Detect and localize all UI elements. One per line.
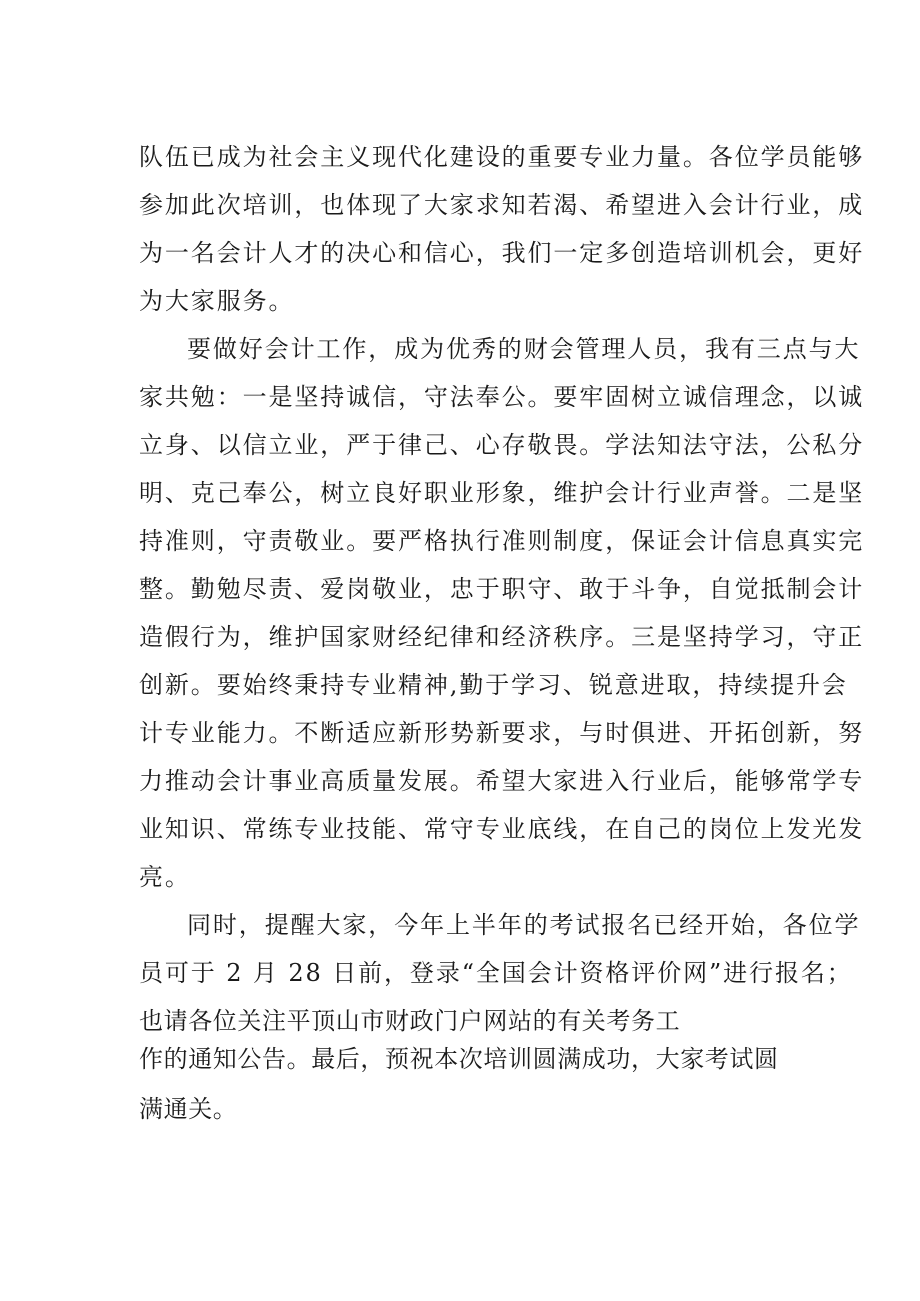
text-line-1: 队伍已成为社会主义现代化建设的重要专业力量。各位学员能够	[139, 143, 865, 171]
text-line-3: 为一名会计人才的决心和信心，我们一定多创造培训机会，更好	[139, 239, 865, 267]
text-line-19: 也请各位关注平顶山市财政门户网站的有关考务工	[139, 1007, 681, 1035]
text-line-18: 员可于 2 月 28 日前，登录“全国会计资格评价网”进行报名；	[139, 959, 853, 987]
text-line-5: 要做好会计工作，成为优秀的财会管理人员，我有三点与大	[187, 335, 861, 363]
text-line-13: 计专业能力。不断适应新形势新要求，与时俱进、开拓创新，努	[139, 719, 865, 747]
text-line-14: 力推动会计事业高质量发展。希望大家进入行业后，能够常学专	[139, 767, 865, 795]
text-line-2: 参加此次培训，也体现了大家求知若渴、希望进入会计行业，成	[139, 191, 865, 219]
text-line-17: 同时，提醒大家，今年上半年的考试报名已经开始，各位学	[187, 911, 861, 939]
text-line-21: 满通关。	[139, 1095, 238, 1123]
text-line-8: 明、克己奉公，树立良好职业形象，维护会计行业声誉。二是坚	[139, 479, 865, 507]
text-line-4: 为大家服务。	[139, 287, 295, 315]
text-line-11: 造假行为，维护国家财经纪律和经济秩序。三是坚持学习，守正	[139, 623, 865, 651]
text-line-10: 整。勤勉尽责、爱岗敬业，忠于职守、敢于斗争，自觉抵制会计	[139, 575, 865, 603]
text-line-16: 亮。	[139, 863, 191, 891]
text-line-7: 立身、以信立业，严于律己、心存敬畏。学法知法守法，公私分	[139, 431, 865, 459]
text-line-12: 创新。要始终秉持专业精神,勤于学习、锐意进取，持续提升会	[139, 671, 848, 699]
text-line-9: 持准则，守责敬业。要严格执行准则制度，保证会计信息真实完	[139, 527, 865, 555]
text-line-20: 作的通知公告。最后，预祝本次培训圆满成功，大家考试圆	[139, 1045, 779, 1073]
text-line-15: 业知识、常练专业技能、常守专业底线，在自己的岗位上发光发	[139, 815, 865, 843]
text-line-6: 家共勉：一是坚持诚信，守法奉公。要牢固树立诚信理念，以诚	[139, 383, 865, 411]
